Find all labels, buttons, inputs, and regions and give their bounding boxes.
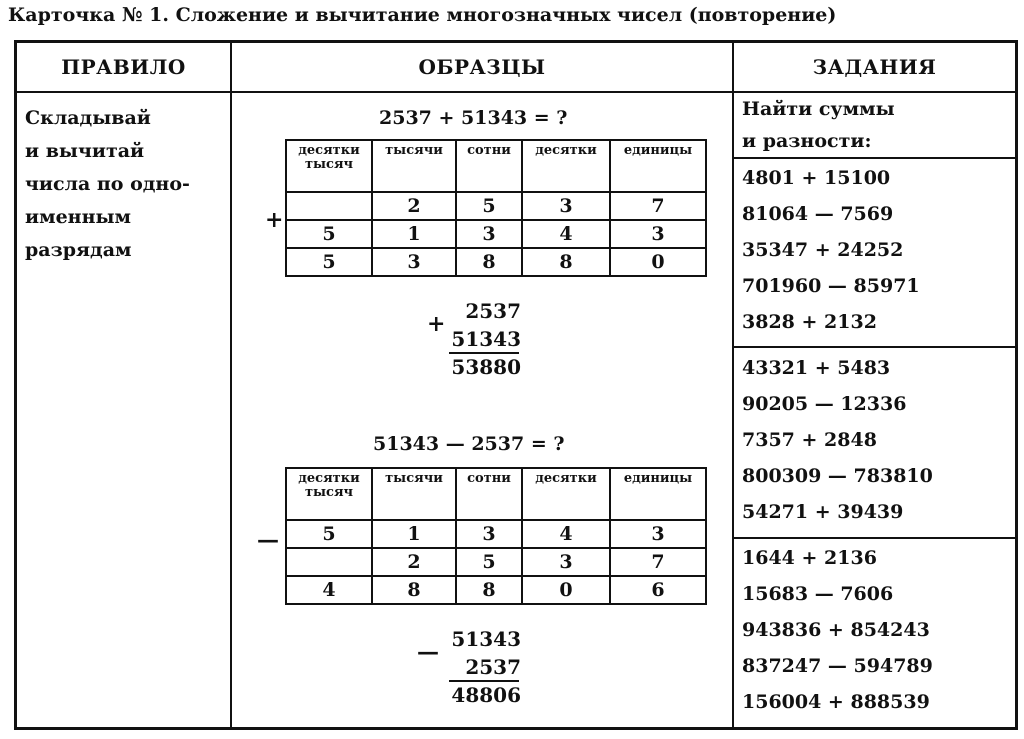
digit-cell: 4 (522, 220, 610, 248)
task-item: 90205 — 12336 (742, 393, 907, 415)
rule-line: именным (25, 206, 132, 228)
task-item: 4801 + 15100 (742, 167, 891, 189)
col-header: десятки тысяч (286, 468, 372, 520)
digit-cell: 3 (456, 520, 522, 548)
card-title: Карточка № 1. Сложение и вычитание многозначных чисел (повторение) (8, 4, 837, 26)
digit-cell: 5 (456, 192, 522, 220)
tasks-panel (734, 93, 1015, 727)
operand: 2537 (465, 655, 521, 679)
digit-cell: 4 (522, 520, 610, 548)
task-item: 7357 + 2848 (742, 429, 877, 451)
rule-line: и вычитай (25, 140, 145, 162)
task-item: 81064 — 7569 (742, 203, 894, 225)
table-row (286, 192, 706, 220)
digit-cell: 1 (372, 520, 456, 548)
header-tasks: ЗАДАНИЯ (812, 55, 937, 79)
col-header: сотни (456, 140, 522, 192)
digit-cell (286, 192, 372, 220)
col-header: десятки (522, 468, 610, 520)
task-item: 1644 + 2136 (742, 547, 877, 569)
example2-sign: — (257, 527, 279, 553)
operand: 2537 (465, 299, 521, 323)
tasks-heading: и разности: (742, 130, 872, 152)
digit-cell: 3 (522, 192, 610, 220)
table-row (286, 248, 706, 276)
rule-line: разрядам (25, 239, 132, 261)
sum-bar (449, 352, 519, 354)
example1-column-sign: + (427, 311, 446, 337)
example2-column-sign: — (417, 639, 439, 665)
digit-cell: 2 (372, 192, 456, 220)
digit-cell: 5 (456, 548, 522, 576)
table-row (286, 520, 706, 548)
digit-cell: 3 (522, 548, 610, 576)
table-row (286, 548, 706, 576)
task-item: 943836 + 854243 (742, 619, 930, 641)
digit-cell: 3 (610, 520, 706, 548)
operand: 51343 (451, 327, 521, 351)
col-header: десятки (522, 140, 610, 192)
difference-bar (449, 680, 519, 682)
col-header: тысячи (372, 140, 456, 192)
digit-cell: 8 (522, 248, 610, 276)
example2-place-value-table (285, 467, 707, 605)
table-row (286, 220, 706, 248)
digit-cell: 7 (610, 548, 706, 576)
digit-cell: 8 (456, 576, 522, 604)
example1-sign: + (265, 207, 284, 233)
rule-line: числа по одно- (25, 173, 190, 195)
digit-cell: 8 (456, 248, 522, 276)
col-header: единицы (610, 468, 706, 520)
result: 48806 (451, 683, 521, 707)
header-samples: ОБРАЗЦЫ (418, 55, 546, 79)
divider (734, 537, 1015, 539)
digit-cell: 3 (372, 248, 456, 276)
task-item: 837247 — 594789 (742, 655, 933, 677)
digit-cell: 6 (610, 576, 706, 604)
result: 53880 (451, 355, 521, 379)
divider (734, 346, 1015, 348)
example1-expression: 2537 + 51343 = ? (379, 107, 568, 129)
task-item: 35347 + 24252 (742, 239, 904, 261)
task-item: 15683 — 7606 (742, 583, 894, 605)
digit-cell: 5 (286, 248, 372, 276)
tasks-heading: Найти суммы (742, 98, 895, 120)
col-header: тысячи (372, 468, 456, 520)
digit-cell: 3 (456, 220, 522, 248)
col-header: единицы (610, 140, 706, 192)
task-item: 156004 + 888539 (742, 691, 930, 713)
digit-cell: 5 (286, 520, 372, 548)
digit-cell (286, 548, 372, 576)
example2-column-subtraction (441, 625, 521, 709)
col-header: сотни (456, 468, 522, 520)
card-table (14, 40, 1018, 730)
task-item: 800309 — 783810 (742, 465, 933, 487)
operand: 51343 (451, 627, 521, 651)
digit-cell: 0 (610, 248, 706, 276)
digit-cell: 8 (372, 576, 456, 604)
table-row (286, 576, 706, 604)
rule-line: Складывай (25, 107, 151, 129)
digit-cell: 5 (286, 220, 372, 248)
digit-cell: 0 (522, 576, 610, 604)
digit-cell: 1 (372, 220, 456, 248)
digit-cell: 7 (610, 192, 706, 220)
digit-cell: 3 (610, 220, 706, 248)
task-item: 3828 + 2132 (742, 311, 877, 333)
example2-expression: 51343 — 2537 = ? (373, 433, 565, 455)
divider (734, 157, 1015, 159)
example1-place-value-table (285, 139, 707, 277)
task-item: 701960 — 85971 (742, 275, 920, 297)
header-rule: ПРАВИЛО (61, 55, 186, 79)
divider (230, 43, 232, 727)
col-header: десятки тысяч (286, 140, 372, 192)
task-item: 43321 + 5483 (742, 357, 891, 379)
example1-column-addition (441, 297, 521, 381)
digit-cell: 4 (286, 576, 372, 604)
task-item: 54271 + 39439 (742, 501, 904, 523)
digit-cell: 2 (372, 548, 456, 576)
